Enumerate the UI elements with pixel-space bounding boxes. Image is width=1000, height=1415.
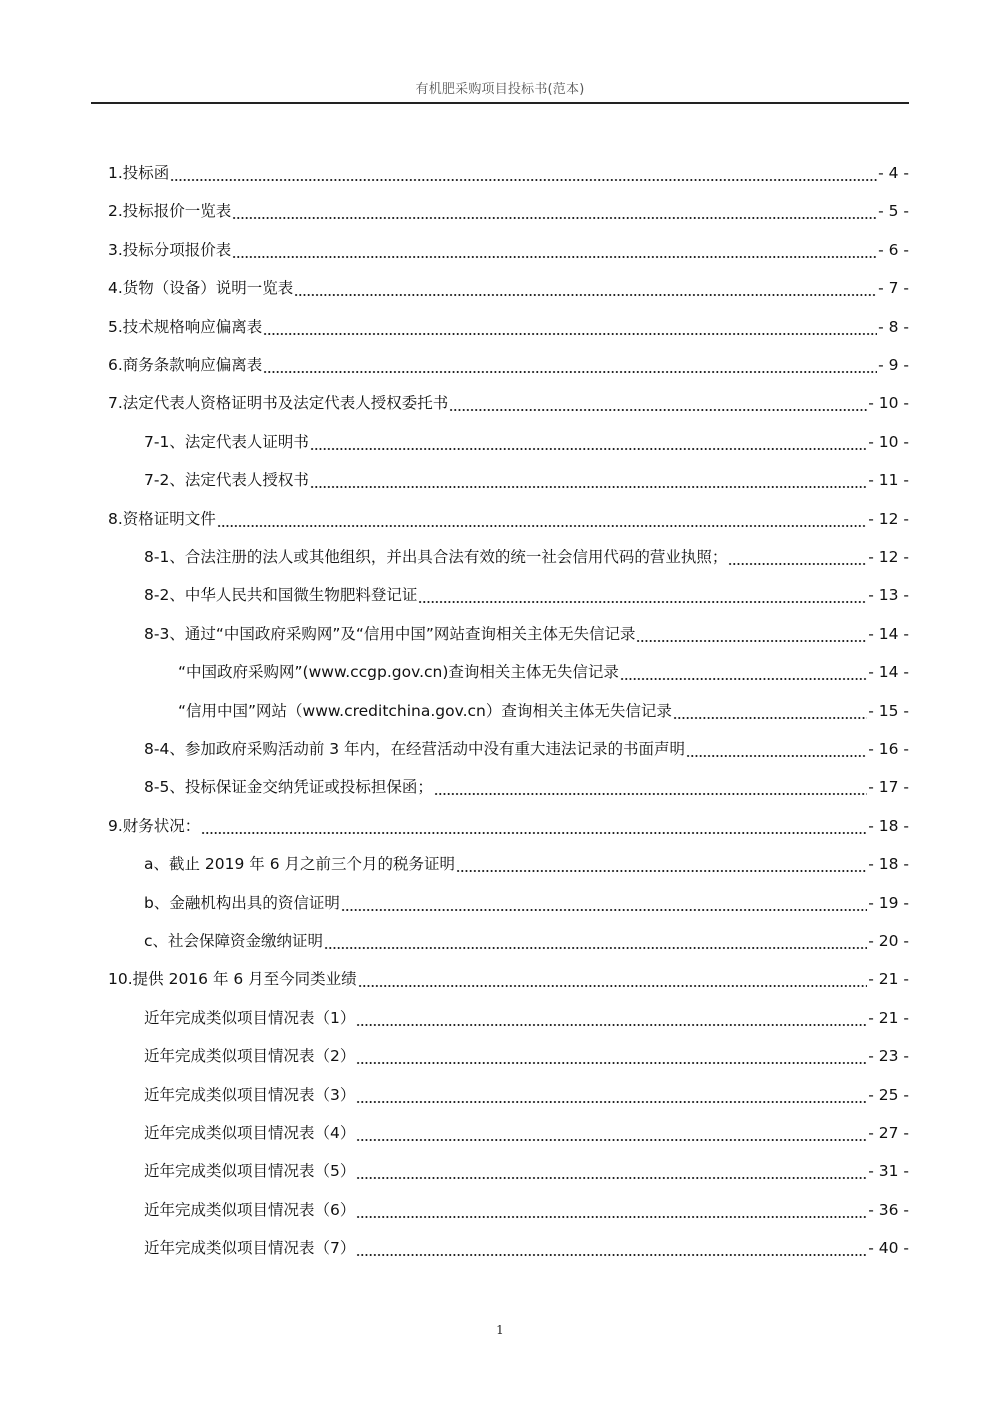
toc-entry-label: “信用中国”网站（www.creditchina.gov.cn）查询相关主体无失信记录 xyxy=(178,701,672,720)
toc-entry-page: - 11 - xyxy=(868,471,909,490)
toc-entry-page: - 36 - xyxy=(868,1200,909,1219)
toc-entry-8-3[interactable] xyxy=(144,621,909,647)
toc-entry-page: - 10 - xyxy=(868,394,909,413)
toc-entry-label: 3.投标分项报价表 xyxy=(108,240,232,259)
dot-leader xyxy=(170,164,877,182)
toc-entry-label: 4.货物（设备）说明一览表 xyxy=(108,279,294,298)
toc-entry-page: - 5 - xyxy=(878,202,909,221)
toc-entry-page: - 7 - xyxy=(878,279,909,298)
toc-entry-5[interactable] xyxy=(108,314,909,340)
toc-entry-8-4[interactable] xyxy=(144,736,909,762)
toc-entry-page: - 21 - xyxy=(868,970,909,989)
toc-entry-label: 7-2、法定代表人授权书 xyxy=(144,471,309,490)
toc-entry-9-c[interactable] xyxy=(144,928,909,954)
toc-entry-8-3-ccgp[interactable] xyxy=(178,659,909,685)
toc-entry-label: 近年完成类似项目情况表（3） xyxy=(144,1085,356,1104)
toc-entry-label: 9.财务状况： xyxy=(108,816,201,835)
toc-entry-8-1[interactable] xyxy=(144,544,909,570)
toc-entry-9[interactable] xyxy=(108,813,909,839)
toc-entry-page: - 20 - xyxy=(868,932,909,950)
toc-entry-page: - 13 - xyxy=(868,586,909,605)
toc-entry-10-5[interactable] xyxy=(144,1158,909,1184)
dot-leader xyxy=(356,1162,867,1180)
toc-entry-label: 2.投标报价一览表 xyxy=(108,202,232,221)
toc-entry-7-2[interactable] xyxy=(144,467,909,493)
toc-entry-label: 6.商务条款响应偏离表 xyxy=(108,356,263,374)
toc-entry-page: - 16 - xyxy=(868,740,909,758)
toc-entry-label: 8-3、通过“中国政府采购网”及“信用中国”网站查询相关主体无失信记录 xyxy=(144,624,636,643)
toc-entry-label: 近年完成类似项目情况表（2） xyxy=(144,1047,356,1066)
toc-entry-label: 近年完成类似项目情况表（5） xyxy=(144,1162,356,1181)
toc-entry-10-1[interactable] xyxy=(144,1005,909,1031)
toc-entry-label: 近年完成类似项目情况表（4） xyxy=(144,1124,356,1142)
dot-leader xyxy=(263,318,877,336)
dot-leader xyxy=(310,433,867,451)
toc-entry-page: - 40 - xyxy=(868,1239,909,1258)
toc-entry-label: 8-2、中华人民共和国微生物肥料登记证 xyxy=(144,586,418,605)
toc-entry-page: - 6 - xyxy=(878,240,909,259)
toc-entry-page: - 9 - xyxy=(878,356,909,374)
toc-entry-page: - 27 - xyxy=(868,1124,909,1142)
toc-entry-6[interactable] xyxy=(108,352,909,378)
toc-entry-label: 近年完成类似项目情况表（6） xyxy=(144,1200,356,1219)
dot-leader xyxy=(358,970,868,988)
toc-entry-page: - 14 - xyxy=(868,624,909,643)
toc-entry-label: 近年完成类似项目情况表（1） xyxy=(144,1008,356,1027)
dot-leader xyxy=(263,356,877,374)
dot-leader xyxy=(728,548,867,566)
toc-entry-label: 8-5、投标保证金交纳凭证或投标担保函； xyxy=(144,778,433,797)
dot-leader xyxy=(456,855,867,873)
dot-leader xyxy=(324,932,867,950)
toc-entry-label: 7-1、法定代表人证明书 xyxy=(144,432,309,451)
toc-entry-label: c、社会保障资金缴纳证明 xyxy=(144,932,324,950)
toc-entry-label: 近年完成类似项目情况表（7） xyxy=(144,1239,356,1258)
toc-entry-page: - 18 - xyxy=(868,855,909,874)
dot-leader xyxy=(673,702,867,720)
toc-entry-10-3[interactable] xyxy=(144,1082,909,1108)
toc-entry-page: - 12 - xyxy=(868,548,909,566)
toc-entry-label: “中国政府采购网”(www.ccgp.gov.cn)查询相关主体无失信记录 xyxy=(178,663,619,682)
toc-entry-page: - 31 - xyxy=(868,1162,909,1181)
dot-leader xyxy=(356,1201,867,1219)
toc-entry-10[interactable] xyxy=(108,966,909,992)
toc-entry-page: - 25 - xyxy=(868,1085,909,1104)
dot-leader xyxy=(356,1124,867,1142)
toc-entry-label: 10.提供 2016 年 6 月至今同类业绩 xyxy=(108,970,357,989)
dot-leader xyxy=(449,394,867,412)
dot-leader xyxy=(356,1086,867,1104)
toc-entry-label: 8.资格证明文件 xyxy=(108,509,216,528)
dot-leader xyxy=(217,510,867,528)
toc-entry-3[interactable] xyxy=(108,237,909,263)
toc-entry-page: - 12 - xyxy=(868,509,909,528)
page-number: 1 xyxy=(496,1323,504,1337)
toc-entry-page: - 15 - xyxy=(868,701,909,720)
dot-leader xyxy=(356,1047,867,1065)
dot-leader xyxy=(232,241,877,259)
toc-entry-8-5[interactable] xyxy=(144,774,909,800)
dot-leader xyxy=(620,663,867,681)
dot-leader xyxy=(341,894,867,912)
toc-entry-2[interactable] xyxy=(108,198,909,224)
dot-leader xyxy=(636,625,867,643)
toc-entry-7-1[interactable] xyxy=(144,429,909,455)
toc-entry-label: 1.投标函 xyxy=(108,164,170,182)
toc-entry-10-7[interactable] xyxy=(144,1235,909,1261)
toc-entry-page: - 14 - xyxy=(868,663,909,682)
toc-entry-4[interactable] xyxy=(108,275,909,301)
page-header xyxy=(91,78,909,104)
toc-entry-label: 8-4、参加政府采购活动前 3 年内，在经营活动中没有重大违法记录的书面声明 xyxy=(144,740,686,758)
toc-entry-page: - 8 - xyxy=(878,317,909,336)
toc-entry-10-6[interactable] xyxy=(144,1197,909,1223)
toc-entry-9-b[interactable] xyxy=(144,890,909,916)
toc-entry-label: 5.技术规格响应偏离表 xyxy=(108,317,263,336)
toc-entry-label: b、金融机构出具的资信证明 xyxy=(144,893,340,912)
document-title: 有机肥采购项目投标书(范本) xyxy=(415,82,585,97)
toc-entry-page: - 17 - xyxy=(868,778,909,797)
dot-leader xyxy=(686,740,867,758)
toc-entry-9-a[interactable] xyxy=(144,851,909,877)
dot-leader xyxy=(201,817,867,835)
toc-entry-7[interactable] xyxy=(108,390,909,416)
toc-entry-8-2[interactable] xyxy=(144,582,909,608)
dot-leader xyxy=(356,1009,867,1027)
toc-entry-page: - 4 - xyxy=(878,164,909,182)
dot-leader xyxy=(310,471,867,489)
toc-entry-8-3-creditchina[interactable] xyxy=(178,698,909,724)
toc-entry-label: 7.法定代表人资格证明书及法定代表人授权委托书 xyxy=(108,394,449,413)
dot-leader xyxy=(418,586,867,604)
toc-entry-10-4[interactable] xyxy=(144,1120,909,1146)
dot-leader xyxy=(434,778,867,796)
dot-leader xyxy=(356,1239,867,1257)
dot-leader xyxy=(232,202,877,220)
toc-entry-1[interactable] xyxy=(108,160,909,186)
toc-entry-label: 8-1、合法注册的法人或其他组织，并出具合法有效的统一社会信用代码的营业执照； xyxy=(144,548,728,566)
toc-entry-page: - 18 - xyxy=(868,816,909,835)
toc-entry-label: a、截止 2019 年 6 月之前三个月的税务证明 xyxy=(144,855,456,874)
toc-entry-8[interactable] xyxy=(108,506,909,532)
toc-entry-page: - 21 - xyxy=(868,1008,909,1027)
dot-leader xyxy=(294,279,877,297)
toc-entry-page: - 19 - xyxy=(868,893,909,912)
toc-entry-page: - 10 - xyxy=(868,432,909,451)
toc-entry-page: - 23 - xyxy=(868,1047,909,1066)
toc-entry-10-2[interactable] xyxy=(144,1043,909,1069)
